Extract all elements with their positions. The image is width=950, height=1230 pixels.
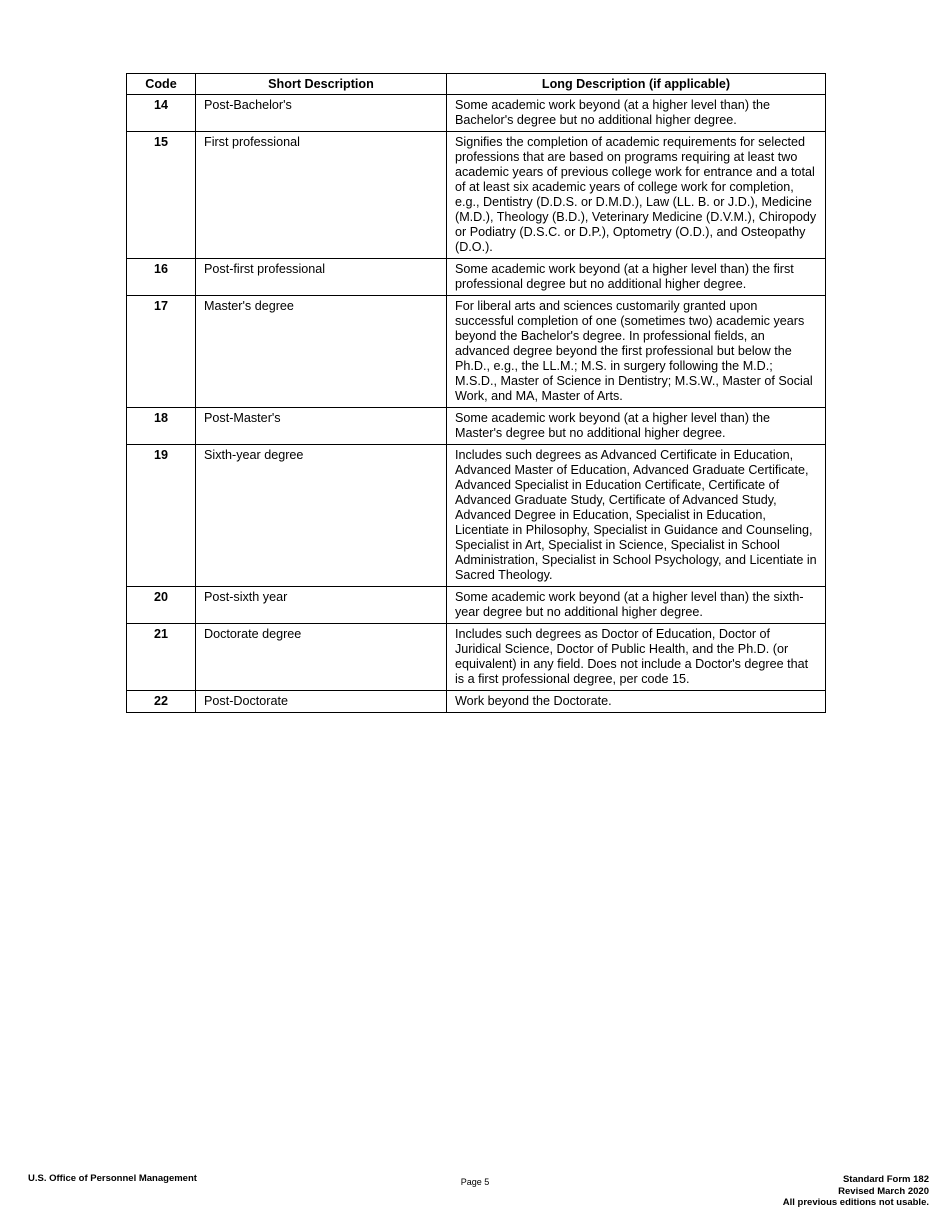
row-code: 19 [127, 445, 196, 587]
row-short-description: Sixth-year degree [196, 445, 447, 587]
row-short-description: Post-sixth year [196, 587, 447, 624]
row-long-description: Some academic work beyond (at a higher level than) the first professional degree but no additional higher degree. [447, 259, 826, 296]
table-header-row [127, 74, 826, 95]
table-row [127, 408, 826, 445]
header-short-description: Short Description [196, 74, 447, 95]
table-row [127, 691, 826, 713]
row-short-description: Post-Bachelor's [196, 95, 447, 132]
footer-form-number: Standard Form 182 [842, 1174, 929, 1185]
row-code: 21 [127, 624, 196, 691]
row-long-description: Work beyond the Doctorate. [447, 691, 826, 713]
row-code: 22 [127, 691, 196, 713]
row-code: 18 [127, 408, 196, 445]
row-long-description: Includes such degrees as Doctor of Education, Doctor of Juridical Science, Doctor of Public Health, and the Ph.D. (or equivalent) in any field. Does not include a Doctor's degree that is a first professional degree, per code 15. [447, 624, 826, 691]
table-row [127, 95, 826, 132]
footer-agency: U.S. Office of Personnel Management [28, 1173, 197, 1184]
row-long-description: For liberal arts and sciences customarily granted upon successful completion of one (sometimes two) academic years beyond the Bachelor's degree. In professional fields, an advanced degree beyond the first professional but below the Ph.D., e.g., the LL.M.; M.S. in surgery following the M.D.; M.S.D., Master of Science in Dentistry; M.S.W., Master of Social Work, and MA, Master of Arts. [447, 296, 826, 408]
row-code: 15 [127, 132, 196, 259]
row-code: 20 [127, 587, 196, 624]
table-row [127, 132, 826, 259]
row-code: 17 [127, 296, 196, 408]
table-row [127, 296, 826, 408]
table-row [127, 624, 826, 691]
footer-form-info [783, 1174, 929, 1209]
footer-editions-note: All previous editions not usable. [782, 1197, 929, 1208]
row-long-description: Some academic work beyond (at a higher level than) the sixth-year degree but no additional higher degree. [447, 587, 826, 624]
row-long-description: Includes such degrees as Advanced Certificate in Education, Advanced Master of Education, Advanced Graduate Certificate, Advanced Specialist in Education Certificate, Certificate of Advanced Graduate Study, Certificate of Advanced Study, Advanced Degree in Education, Specialist in Education, Licentiate in Philosophy, Specialist in Guidance and Counseling, Specialist in Art, Specialist in Science, Specialist in School Administration, Specialist in School Psychology, and Licentiate in Sacred Theology. [447, 445, 826, 587]
header-code: Code [127, 74, 196, 95]
header-long-description: Long Description (if applicable) [447, 74, 826, 95]
row-short-description: Post-first professional [196, 259, 447, 296]
table-row [127, 587, 826, 624]
row-long-description: Signifies the completion of academic requirements for selected professions that are based on programs requiring at least two academic years of previous college work for entrance and a total of at least six academic years of college work for completion, e.g., Dentistry (D.D.S. or D.M.D.), Law (LL. B. or J.D.), Medicine (M.D.), Theology (B.D.), Veterinary Medicine (D.V.M.), Chiropody or Podiatry (D.S.C. or D.P.), Optometry (O.D.), and Osteopathy (D.O.). [447, 132, 826, 259]
row-short-description: Master's degree [196, 296, 447, 408]
row-short-description: Post-Master's [196, 408, 447, 445]
table-row [127, 445, 826, 587]
footer-page-number: Page 5 [460, 1177, 490, 1187]
table-row [127, 259, 826, 296]
row-long-description: Some academic work beyond (at a higher level than) the Bachelor's degree but no additional higher degree. [447, 95, 826, 132]
education-codes-table [126, 73, 826, 713]
row-code: 16 [127, 259, 196, 296]
footer-revision: Revised March 2020 [838, 1185, 929, 1197]
row-short-description: Doctorate degree [196, 624, 447, 691]
row-long-description: Some academic work beyond (at a higher level than) the Master's degree but no additional higher degree. [447, 408, 826, 445]
row-code: 14 [127, 95, 196, 132]
row-short-description: Post-Doctorate [196, 691, 447, 713]
row-short-description: First professional [196, 132, 447, 259]
